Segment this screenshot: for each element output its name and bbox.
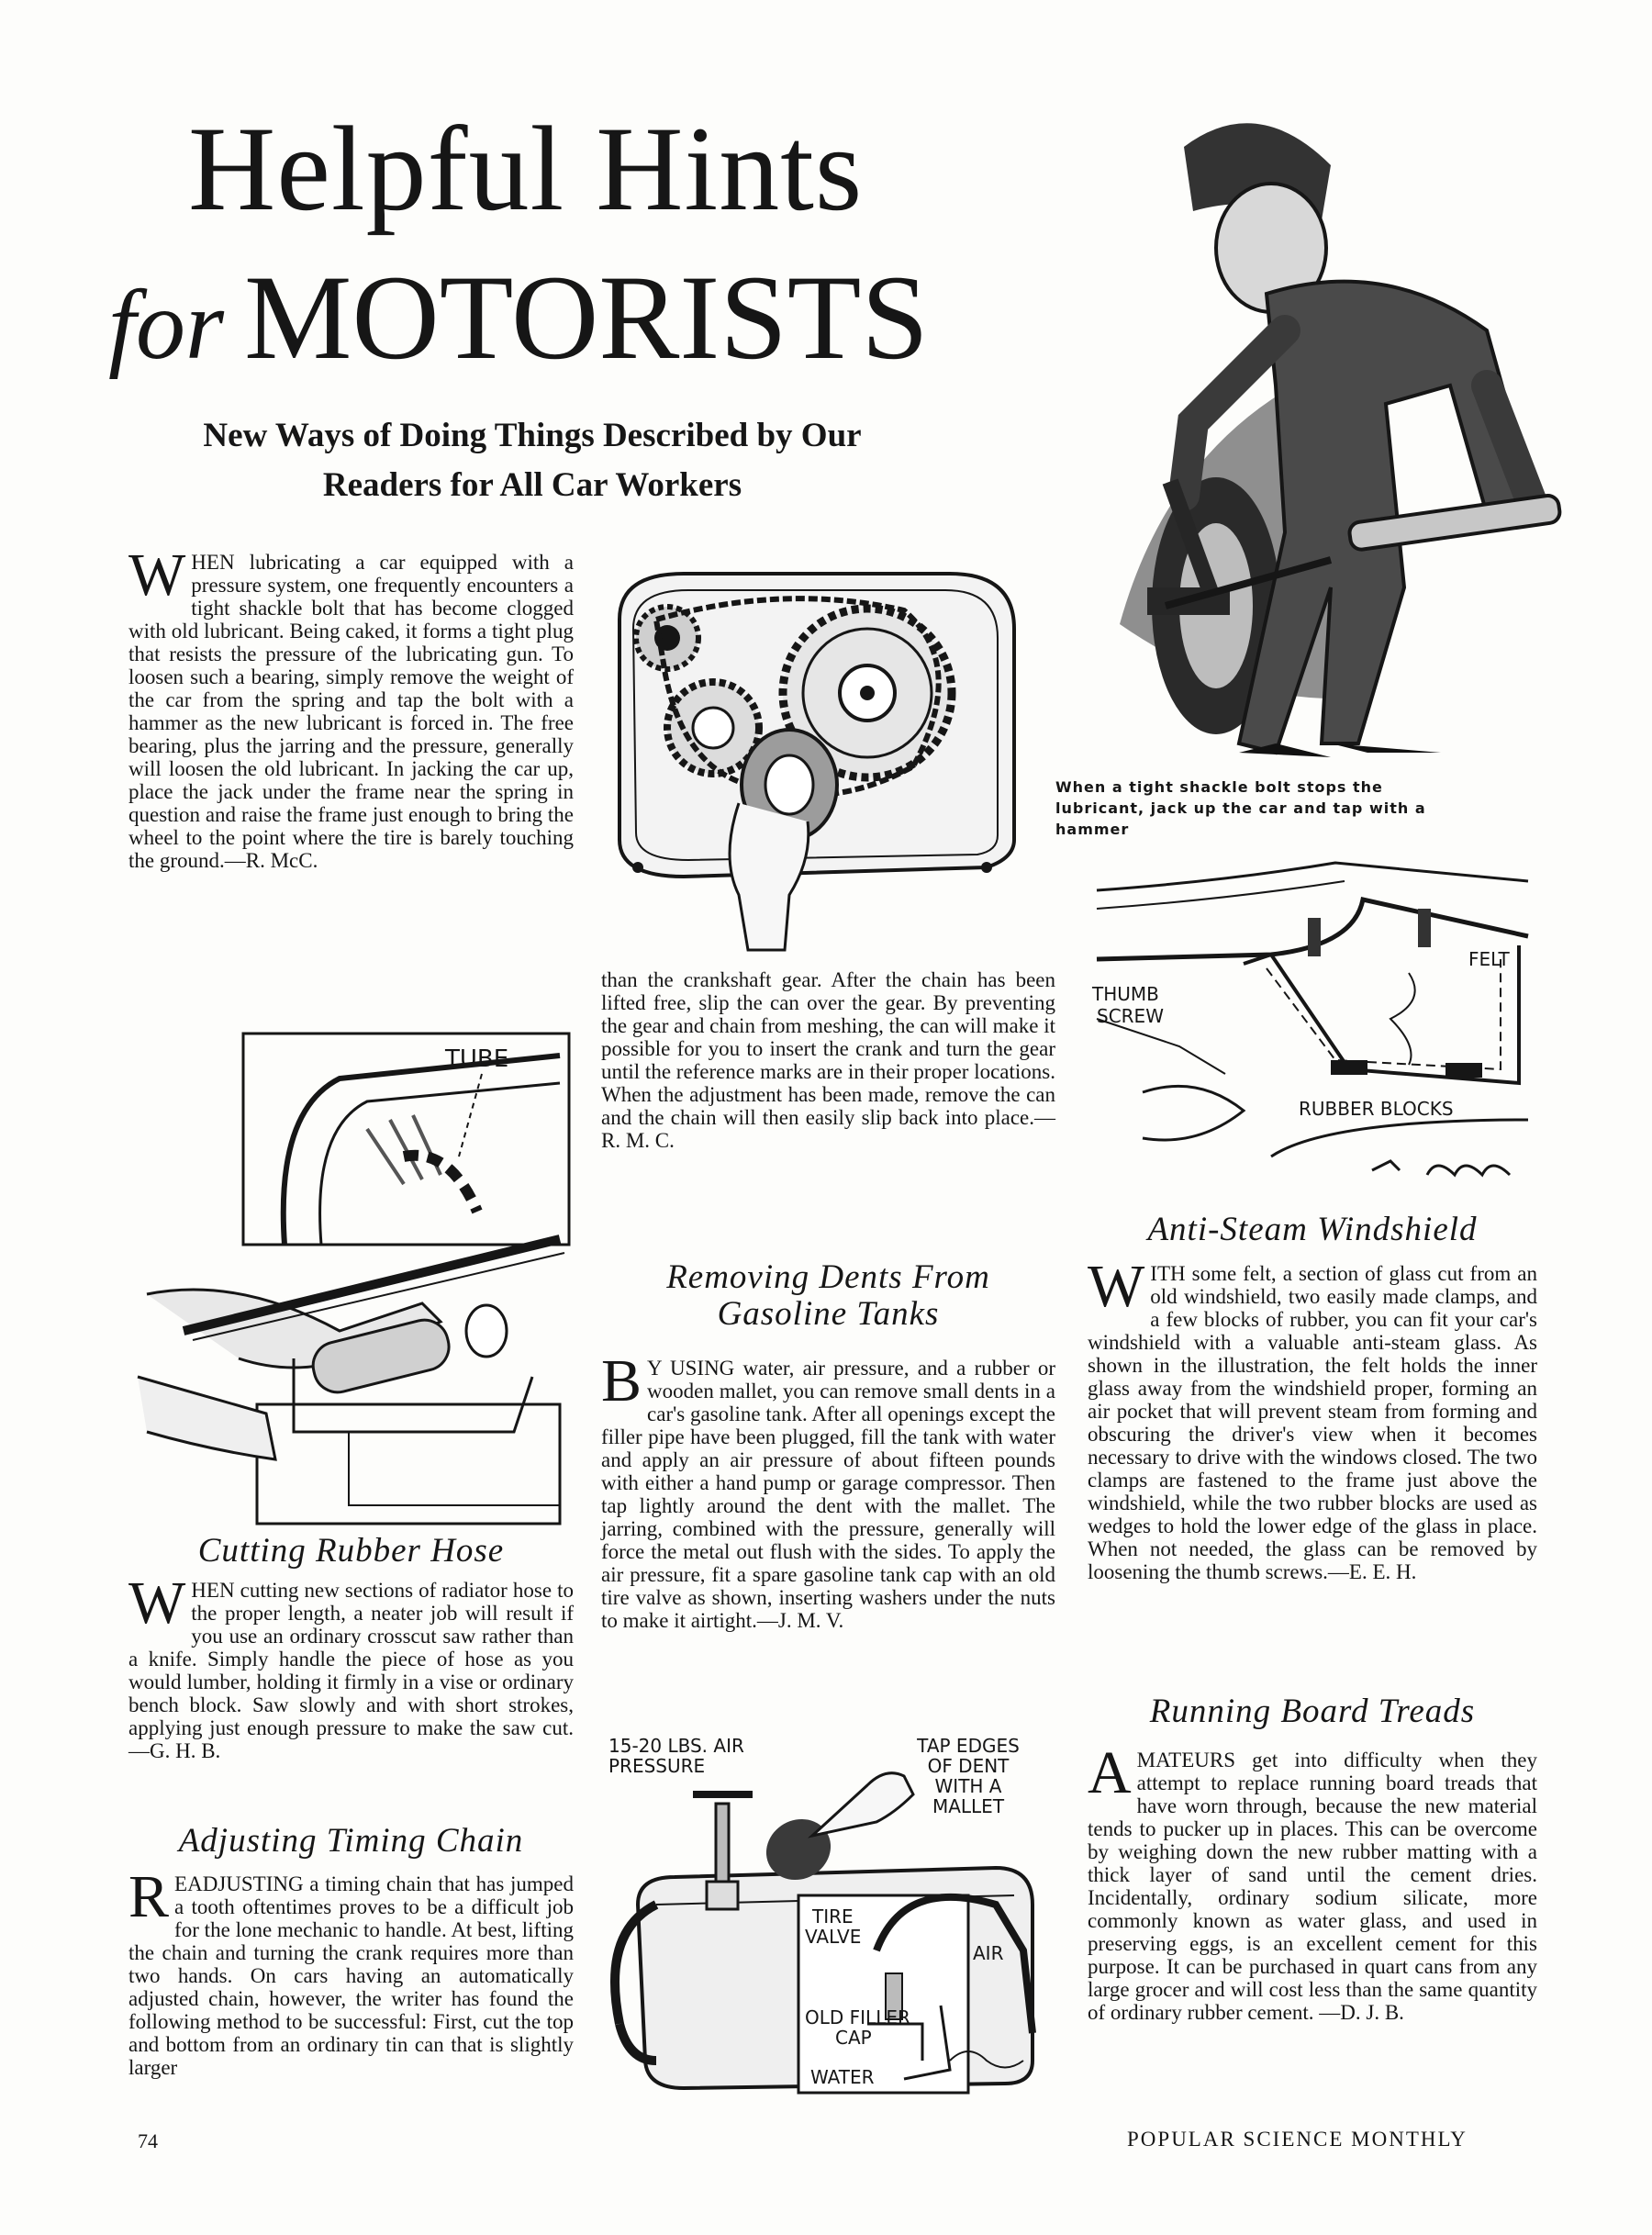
pressure-label: 15-20 LBS. AIR PRESSURE bbox=[608, 1735, 744, 1777]
dents-paragraph bbox=[601, 1347, 1055, 1632]
rubber-hose-heading: Cutting Rubber Hose bbox=[197, 1532, 505, 1570]
timing-chain-body: EADJUSTING a timing chain that has jumped a tooth oftentimes proves to be a difficult job for the lone mechanic to handle. At best, lifting the chain and turning the crank requires more than two hands. On cars having an automatically adjusted chain, however, the writer has found the following method to be successful: First, cut the top and bottom from an ordinary tin can that is slightly larger bbox=[128, 1872, 574, 2079]
dents-body: Y USING water, air pressure, and a rubber or wooden mallet, you can remove small dents in a car's gasoline tank. After all openings except the filler pipe have been plugged, fill the tank with water and apply an air pressure of about fifteen pounds with either a hand pump or garage compressor. Then tap lightly around the dent with the mallet. The jarring, combined with the pressure, generally will force the metal out flush with the sides. To apply the air pressure, fit a spare gasoline tank cap with an old tire valve as shown, inserting washers under the nuts to make it airtight.—J. M. V. bbox=[601, 1357, 1055, 1632]
timing-chain-article bbox=[128, 1863, 574, 2079]
water-label: WATER bbox=[810, 2066, 875, 2088]
tire-valve-label: TIRE VALVE bbox=[805, 1905, 862, 1948]
shackle-body: HEN lubricating a car equipped with a pressure system, one frequently encounters a tight shackle bolt that has become clogged with old lubricant. Being caked, it forms a tight plug that resists the pressure of the lubricating gun. To loosen such a bearing, simply remove the weight of the car from the spring and tap the bolt with a hammer as the new lubricant is forced in. The free bearing, plus the jarring and the pressure, generally will loosen the old lubricant. In jacking the car up, place the jack under the frame near the spring in question and raise the frame just enough to bring the wheel to the point where the tire is barely touching the ground.—R. McC. bbox=[128, 551, 574, 872]
treads-paragraph bbox=[1088, 1739, 1537, 2024]
shackle-paragraph bbox=[128, 542, 574, 872]
dents-article bbox=[601, 1347, 1055, 1632]
mechanic-illustration bbox=[1055, 110, 1634, 753]
rubber-hose-body: HEN cutting new sections of radiator hose to the proper length, a neater job will result if you use an ordinary crosscut saw rather than a knife. Simply handle the piece of hose as you would lumber, holding it firmly in a vise or ordinary bench block. Saw slowly and with short strokes, applying just enough pressure to make the saw cut.—G. H. B. bbox=[128, 1579, 574, 1762]
mechanic-caption: When a tight shackle bolt stops the lubricant, jack up the car and tap with a hammer bbox=[1055, 778, 1426, 838]
dents-heading: Removing Dents From Gasoline Tanks bbox=[666, 1258, 990, 1333]
page-title-line2 bbox=[108, 250, 929, 385]
hose-illustration bbox=[128, 1028, 578, 1542]
rubber-hose-dropcap: W bbox=[128, 1570, 186, 1637]
windshield-article bbox=[1088, 1253, 1537, 1583]
felt-label: FELT bbox=[1468, 948, 1510, 970]
tube-label: TUBE bbox=[445, 1045, 509, 1073]
rubber-blocks-label: RUBBER BLOCKS bbox=[1299, 1098, 1454, 1120]
rubber-hose-article bbox=[128, 1570, 574, 1762]
timing-chain-heading: Adjusting Timing Chain bbox=[178, 1822, 524, 1860]
gas-tank-illustration bbox=[601, 1730, 1060, 2097]
dents-dropcap: B bbox=[601, 1347, 642, 1414]
windshield-paragraph bbox=[1088, 1253, 1537, 1583]
treads-article bbox=[1088, 1739, 1537, 2024]
windshield-body: ITH some felt, a section of glass cut from an old windshield, two easily made clamps, and a few blocks of rubber, you can fit your car's windshield with a valuable anti-steam glass. As shown in the illustration, the felt holds the inner glass away from the windshield proper, forming an air pocket that will prevent steam from forming and obscuring the driver's view when it becomes necessary to drive with the windows closed. The two clamps are fastened to the frame just above the windshield, while the two rubber blocks are used as wedges to hold the lower edge of the glass in place. When not needed, the glass can be removed by loosening the thumb screws.—E. E. H. bbox=[1088, 1262, 1537, 1583]
treads-body: MATEURS get into difficulty when they attempt to replace running board treads that have worn through, because the new material tends to pucker up in places. This can be overcome by weighing down the new rubber matting with a thick layer of sand until the cement dries. Incidentally, ordinary sodium silicate, more commonly known as water glass, and used in preserving eggs, is an excellent cement for this purpose. It can be purchased in quart cans from any large grocer and will cost less than the same quantity of ordinary rubber cement. —D. J. B. bbox=[1088, 1749, 1537, 2024]
shackle-dropcap: W bbox=[128, 542, 186, 609]
windshield-dropcap: W bbox=[1088, 1253, 1145, 1320]
treads-heading: Running Board Treads bbox=[1149, 1693, 1476, 1730]
timing-gear-illustration bbox=[601, 564, 1023, 959]
tap-edges-label: TAP EDGES OF DENT WITH A MALLET bbox=[917, 1735, 1020, 1817]
page-number: 74 bbox=[138, 2129, 158, 2152]
magazine-name: POPULAR SCIENCE MONTHLY bbox=[1127, 2128, 1468, 2151]
title-for: for bbox=[108, 271, 225, 380]
rubber-hose-paragraph bbox=[128, 1570, 574, 1762]
windshield-heading: Anti-Steam Windshield bbox=[1147, 1211, 1478, 1248]
shackle-article bbox=[128, 542, 574, 872]
windshield-illustration bbox=[1088, 863, 1537, 1184]
timing-chain-continued bbox=[601, 968, 1055, 1152]
thumb-screw-label: THUMB SCREW bbox=[1092, 983, 1164, 1027]
timing-chain-continued-body: than the crankshaft gear. After the chain has been lifted free, slip the can over the gear. By preventing the gear and chain from meshing, the can will make it possible for you to insert the crank and turn the gear until the reference marks are in their proper locations. When the adjustment has been made, remove the can and the chain will then easily slip back into place.—R. M. C. bbox=[601, 968, 1055, 1152]
timing-chain-dropcap: R bbox=[128, 1863, 170, 1930]
page-subtitle: New Ways of Doing Things Described by Our Readers for All Car Workers bbox=[203, 417, 862, 504]
air-label: AIR bbox=[973, 1942, 1004, 1964]
page-title-line1: Helpful Hints bbox=[188, 101, 864, 236]
title-motorists: MOTORISTS bbox=[244, 250, 929, 385]
filler-cap-label: OLD FILLER CAP bbox=[805, 2006, 910, 2049]
treads-dropcap: A bbox=[1088, 1739, 1132, 1806]
timing-chain-paragraph bbox=[128, 1863, 574, 2079]
